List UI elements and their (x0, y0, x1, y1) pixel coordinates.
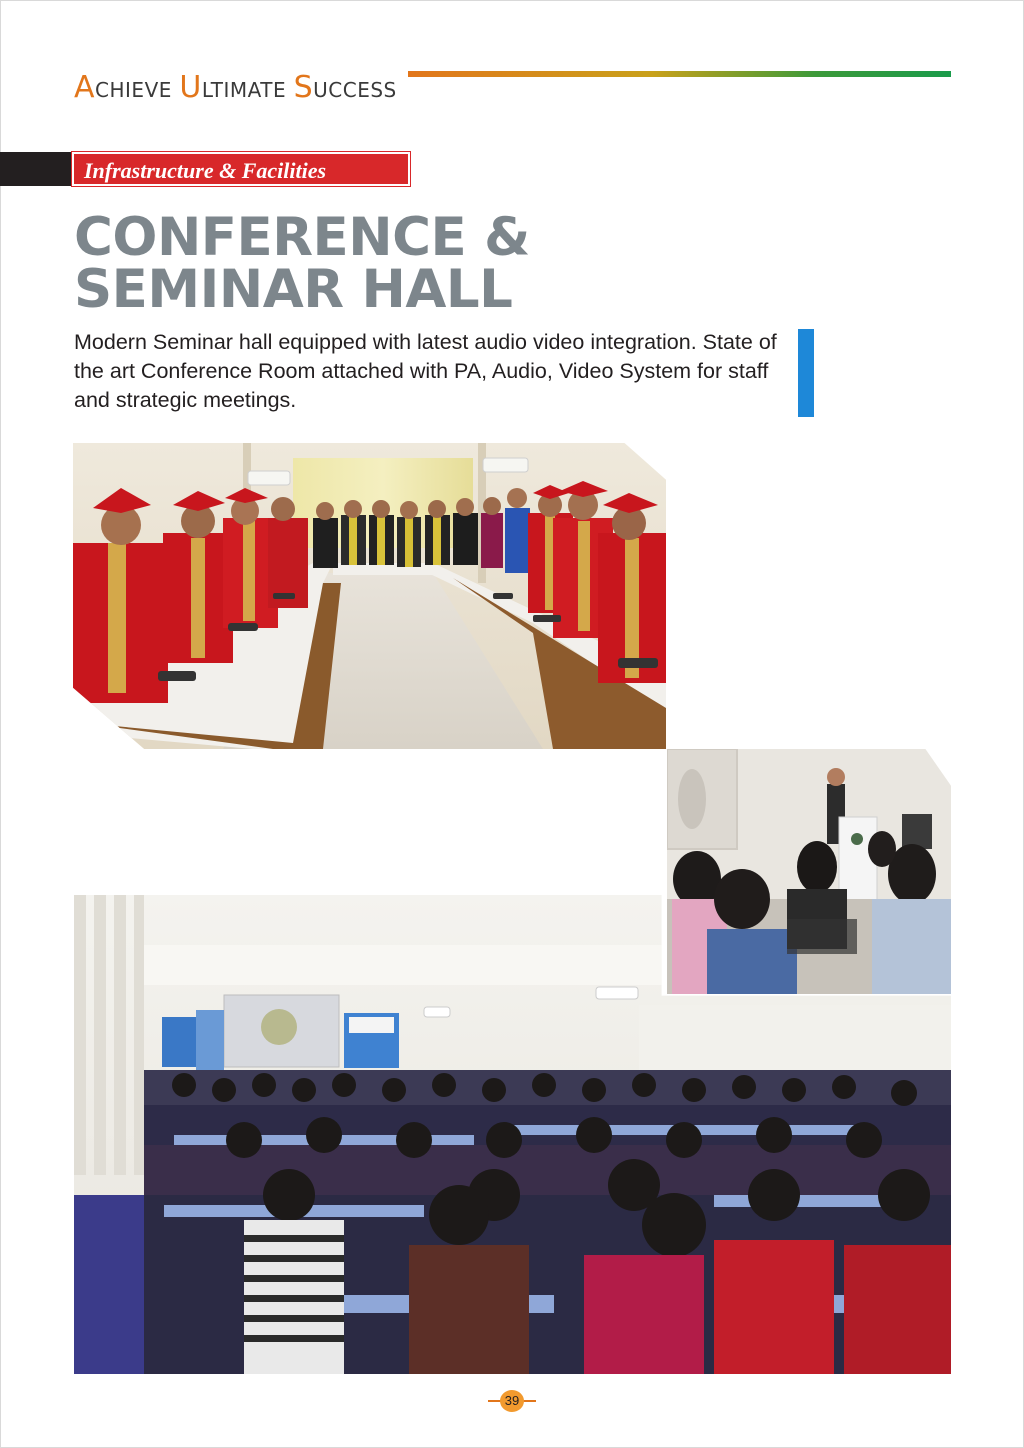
tagline-initial-3: S (293, 70, 314, 105)
conference-room-photo (73, 443, 666, 749)
header-gradient-rule (408, 71, 951, 77)
tagline-word-2: LTIMATE (201, 78, 287, 102)
section-tag-dark-bar (0, 152, 72, 186)
tagline-word-1: CHIEVE (95, 78, 172, 102)
page-number-wrap (488, 1389, 536, 1413)
speaker-photo (667, 749, 951, 994)
tagline-initial-2: U (179, 70, 202, 105)
tagline (74, 70, 397, 105)
page-title (74, 207, 530, 320)
page-number: 39 (500, 1390, 524, 1412)
section-tag: Infrastructure & Facilities (72, 152, 410, 186)
blue-accent-bar (798, 329, 814, 417)
intro-paragraph: Modern Seminar hall equipped with latest audio video integration. State of the art Conference Room attached with PA, Audio, Video System for staff and strategic meetings. (74, 330, 777, 412)
page-title-line-2: SEMINAR HALL (74, 259, 513, 320)
tagline-initial-1: A (74, 70, 96, 105)
page-title-line-1: CONFERENCE & (74, 207, 530, 268)
tagline-word-3: UCCESS (313, 78, 397, 102)
